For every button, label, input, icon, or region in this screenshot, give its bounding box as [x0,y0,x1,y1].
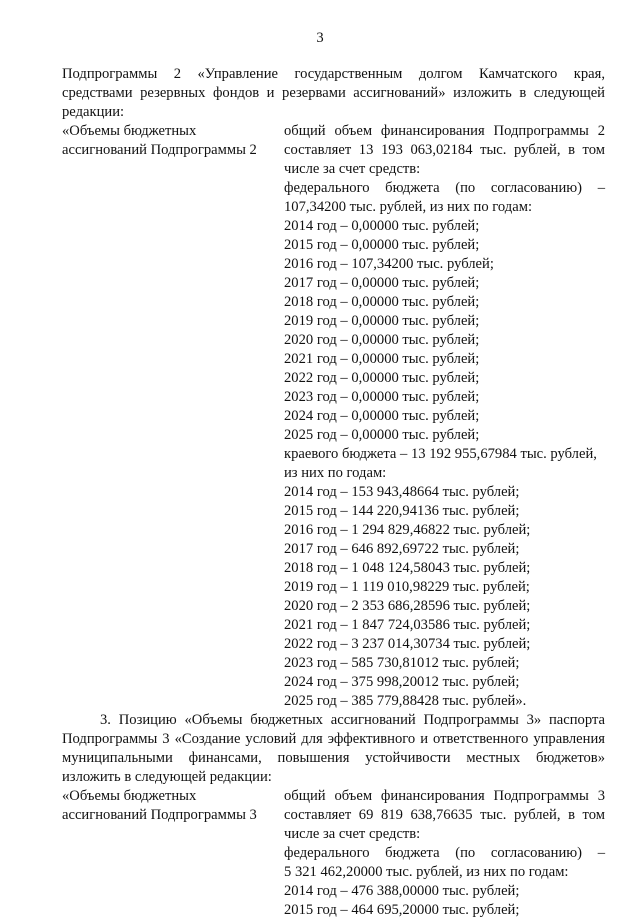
s3-total-line-2: составляет 69 819 638,76635 тыс. рублей, в том [284,807,605,823]
s2-regional-year: 2018 год – 1 048 124,58043 тыс. рублей; [284,560,531,576]
s2-regional-year: 2025 год – 385 779,88428 тыс. рублей». [284,693,527,709]
item3-line-2: Подпрограммы 3 «Создание условий для эффективного и ответственного управления [62,731,605,747]
item3-line-1: 3. Позицию «Объемы бюджетных ассигнований Подпрограммы 3» паспорта [100,712,605,728]
s3-federal-line-2: 5 321 462,20000 тыс. рублей, из них по годам: [284,864,569,880]
s2-federal-year: 2019 год – 0,00000 тыс. рублей; [284,313,480,329]
item3-line-4: изложить в следующей редакции: [62,769,272,785]
s2-regional-year: 2023 год – 585 730,81012 тыс. рублей; [284,655,520,671]
s2-federal-year: 2020 год – 0,00000 тыс. рублей; [284,332,480,348]
s2-regional-year: 2021 год – 1 847 724,03586 тыс. рублей; [284,617,531,633]
s3-label-line-1: «Объемы бюджетных [62,788,197,804]
s2-federal-year: 2014 год – 0,00000 тыс. рублей; [284,218,480,234]
s2-total-line-3: числе за счет средств: [284,161,421,177]
s2-regional-year: 2019 год – 1 119 010,98229 тыс. рублей; [284,579,530,595]
s2-regional-line-1: краевого бюджета – 13 192 955,67984 тыс. рублей, [284,446,597,462]
intro-line-3: редакции: [62,104,125,120]
s2-regional-year: 2017 год – 646 892,69722 тыс. рублей; [284,541,520,557]
s2-regional-year: 2015 год – 144 220,94136 тыс. рублей; [284,503,520,519]
s2-federal-line-1: федерального бюджета (по согласованию) – [284,180,605,196]
s2-regional-year: 2020 год – 2 353 686,28596 тыс. рублей; [284,598,531,614]
s2-regional-year: 2024 год – 375 998,20012 тыс. рублей; [284,674,520,690]
item3-line-3: муниципальными финансами, повышения устойчивости местных бюджетов» [62,750,605,766]
s2-federal-year: 2024 год – 0,00000 тыс. рублей; [284,408,480,424]
s3-total-line-3: числе за счет средств: [284,826,421,842]
s3-federal-year: 2014 год – 476 388,00000 тыс. рублей; [284,883,520,899]
s2-label-line-1: «Объемы бюджетных [62,123,197,139]
s2-federal-year: 2023 год – 0,00000 тыс. рублей; [284,389,480,405]
s2-regional-line-2: из них по годам: [284,465,387,481]
s2-total-line-1: общий объем финансирования Подпрограммы 2 [284,123,605,139]
s2-federal-line-2: 107,34200 тыс. рублей, из них по годам: [284,199,533,215]
s2-federal-year: 2017 год – 0,00000 тыс. рублей; [284,275,480,291]
s2-regional-year: 2016 год – 1 294 829,46822 тыс. рублей; [284,522,531,538]
s2-federal-year: 2021 год – 0,00000 тыс. рублей; [284,351,480,367]
s2-federal-year: 2018 год – 0,00000 тыс. рублей; [284,294,480,310]
s3-federal-year: 2015 год – 464 695,20000 тыс. рублей; [284,902,520,918]
s2-regional-year: 2022 год – 3 237 014,30734 тыс. рублей; [284,636,531,652]
s2-label-line-2: ассигнований Подпрограммы 2 [62,142,257,158]
s2-regional-year: 2014 год – 153 943,48664 тыс. рублей; [284,484,520,500]
s2-federal-year: 2015 год – 0,00000 тыс. рублей; [284,237,480,253]
intro-line-1: Подпрограммы 2 «Управление государственным долгом Камчатского края, [62,66,605,82]
page-number: 3 [316,30,324,46]
s2-total-line-2: составляет 13 193 063,02184 тыс. рублей, в том [284,142,605,158]
s3-label-line-2: ассигнований Подпрограммы 3 [62,807,257,823]
s2-federal-year: 2022 год – 0,00000 тыс. рублей; [284,370,480,386]
s3-total-line-1: общий объем финансирования Подпрограммы 3 [284,788,605,804]
s2-federal-year: 2025 год – 0,00000 тыс. рублей; [284,427,480,443]
intro-line-2: средствами резервных фондов и резервами ассигнований» изложить в следующей [62,85,605,101]
s3-federal-line-1: федерального бюджета (по согласованию) – [284,845,605,861]
s2-federal-year: 2016 год – 107,34200 тыс. рублей; [284,256,494,272]
